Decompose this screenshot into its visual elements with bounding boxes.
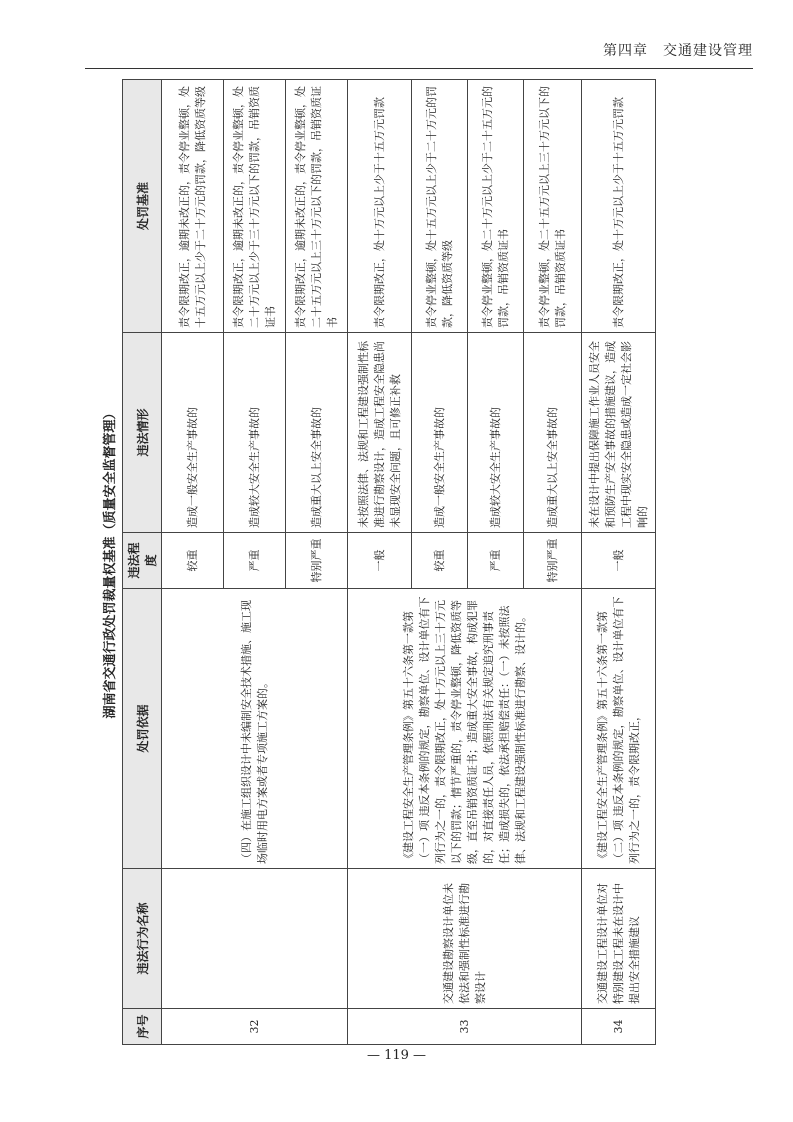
situation: 未在设计中提出保障施工作业人员安全和预防生产安全事故的措施建议，造成工程中现实安全隐患或造成一定社会影响的 <box>582 333 656 533</box>
penalty-standard: 责令限期改正，逾期未改正的，责令停业整顿，处十五万元以上少于二十万元的罚款，降低资质等级 <box>162 80 224 333</box>
col-header: 处罚依据 <box>123 589 162 869</box>
violation-name: 交通建设勘察设计单位未依法和强制性标准进行勘察设计 <box>348 869 582 1009</box>
page-number: — 119 — <box>366 1048 427 1063</box>
penalty-standard: 责令限期改正，处十万元以上少于十五万元罚款 <box>348 80 412 333</box>
row-number: 34 <box>582 1009 656 1045</box>
row-number: 33 <box>348 1009 582 1045</box>
severity: 一般 <box>582 533 656 589</box>
table-caption: 湖南省交通行政处罚裁量权基准（质量安全监督管理） <box>103 406 118 719</box>
penalty-standard: 责令限期改正，处十万元以上少于十五万元罚款 <box>582 80 656 333</box>
penalty-basis: （四）在施工组织设计中未编制安全技术措施、施工现场临时用电方案或者专项施工方案的。 <box>162 589 348 869</box>
table-row <box>582 80 656 1045</box>
severity: 严重 <box>224 533 286 589</box>
severity: 较重 <box>162 533 224 589</box>
severity: 特别严重 <box>286 533 348 589</box>
situation: 造成一般安全生产事故的 <box>412 333 468 533</box>
situation: 造成较大安全生产事故的 <box>224 333 286 533</box>
situation: 造成重大以上安全事故的 <box>524 333 582 533</box>
penalty-basis: 《建设工程安全生产管理条例》第五十六条第一款第（二）项 违反本条例的规定，勘察单位、设计单位有下列行为之一的，责令限期改正， <box>582 589 656 869</box>
penalty-basis: 《建设工程安全生产管理条例》第五十六条第一款第（一）项 违反本条例的规定，勘察单位、设计单位有下列行为之一的，责令限期改正，处十万元以上三十万元以下的罚款；情节严重的，责令停业整顿，降低资质等级，直至吊销资质证书；造成重大安全事故，构成犯罪的，对直接责任人员，依照刑法有关规定追究刑事责任；造成损失的，依法承担赔偿责任：（一）未按照法律、法规和工程建设强制性标准进行勘察、设计的。 <box>348 589 582 869</box>
col-header: 违法程度 <box>123 533 162 589</box>
situation: 造成重大以上安全事故的 <box>286 333 348 533</box>
penalty-standard: 责令停业整顿，处二十万元以上少于二十五万元的罚款，吊销资质证书 <box>468 80 524 333</box>
col-header: 违法情形 <box>123 333 162 533</box>
situation: 造成较大安全生产事故的 <box>468 333 524 533</box>
severity: 特别严重 <box>524 533 582 589</box>
table-row <box>348 80 412 1045</box>
col-header: 违法行为名称 <box>123 869 162 1009</box>
situation: 未按照法律、法规和工程建设强制性标准进行勘察设计，造成工程安全隐患尚未显现安全问题，且可修正补救 <box>348 333 412 533</box>
header-rule <box>85 68 753 69</box>
col-header: 处罚基准 <box>123 80 162 333</box>
penalty-standard: 责令限期改正，逾期未改正的，责令停业整顿，处二十万元以上少于三十万元以下的罚款，吊销资质证书 <box>224 80 286 333</box>
col-header: 序号 <box>123 1009 162 1045</box>
violation-name <box>162 869 348 1009</box>
table-header-row <box>123 80 162 1045</box>
rotated-table-block <box>100 80 700 1045</box>
penalty-standard: 责令停业整顿，处二十五万元以上三十万元以下的罚款，吊销资质证书 <box>524 80 582 333</box>
severity: 一般 <box>348 533 412 589</box>
severity: 严重 <box>468 533 524 589</box>
penalty-standard: 责令限期改正，逾期未改正的，责令停业整顿，处二十五万元以上三十万元以下的罚款，吊销资质证书 <box>286 80 348 333</box>
table-row <box>162 80 224 1045</box>
chapter-header: 第四章 交通建设管理 <box>603 43 753 59</box>
penalty-table <box>122 79 656 1045</box>
severity: 较重 <box>412 533 468 589</box>
row-number: 32 <box>162 1009 348 1045</box>
violation-name: 交通建设工程设计单位对特别建设工程未在设计中提出安全措施建议 <box>582 869 656 1009</box>
penalty-standard: 责令停业整顿，处十五万元以上少于二十万元的罚款，降低资质等级 <box>412 80 468 333</box>
situation: 造成一般安全生产事故的 <box>162 333 224 533</box>
